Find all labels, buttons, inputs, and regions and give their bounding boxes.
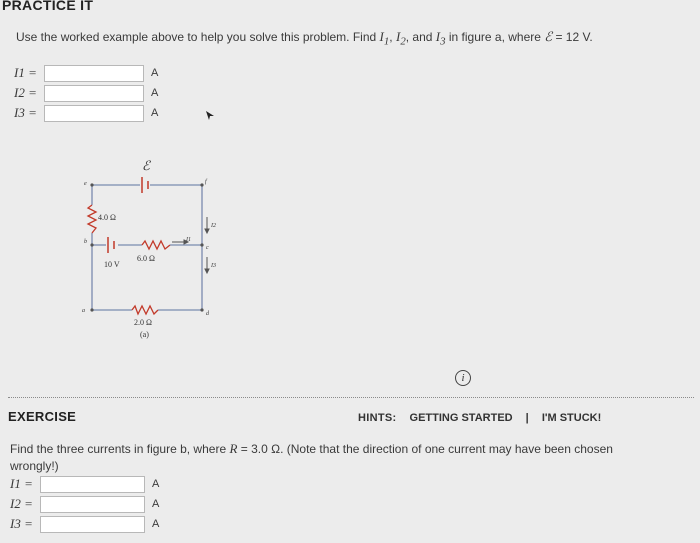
practice-title: PRACTICE IT — [2, 0, 94, 13]
exercise-i3-label: I3 = — [10, 516, 33, 531]
figure-i1-label: I1 — [186, 237, 191, 243]
info-icon[interactable]: i — [455, 370, 471, 386]
figure-node-d: d — [206, 311, 209, 317]
practice-i2-label: I2 = — [14, 85, 37, 100]
figure-node-e: e — [84, 181, 87, 187]
practice-i3-label: I3 = — [14, 105, 37, 120]
figure-node-c: c — [206, 245, 209, 251]
practice-i2-row — [14, 84, 158, 102]
hint-separator: | — [525, 412, 529, 424]
exercise-i2-row — [10, 495, 159, 513]
figure-r3-label: 2.0 Ω — [134, 318, 152, 327]
practice-i3-input[interactable] — [44, 105, 144, 122]
circuit-figure-a — [80, 155, 230, 350]
practice-i1-row — [14, 64, 158, 82]
practice-i3-row — [14, 104, 158, 122]
exercise-i2-unit: A — [152, 498, 160, 510]
exercise-i2-label: I2 = — [10, 496, 33, 511]
practice-i3-unit: A — [151, 107, 159, 119]
practice-i2-unit: A — [151, 87, 159, 99]
figure-i3-label: I3 — [211, 263, 216, 269]
hint-stuck-link[interactable]: I'M STUCK! — [541, 412, 602, 424]
figure-node-f: f — [205, 179, 207, 185]
practice-problem-text: Use the worked example above to help you solve this problem. Find $I_1$, $I_2$, and $I_3$ in figure a, where ℰ = 12 V. — [16, 29, 593, 48]
figure-r2-label: 6.0 Ω — [137, 254, 155, 263]
section-divider — [8, 397, 694, 398]
figure-battery-label: 10 V — [104, 260, 120, 269]
figure-i2-label: I2 — [211, 223, 216, 229]
figure-node-a: a — [82, 308, 85, 314]
exercise-i2-input[interactable] — [40, 496, 145, 513]
exercise-i3-row — [10, 515, 159, 533]
practice-i1-unit: A — [151, 67, 159, 79]
figure-caption: (a) — [140, 330, 149, 339]
practice-i1-label: I1 = — [14, 65, 37, 80]
exercise-i1-unit: A — [152, 478, 160, 490]
exercise-problem-text: Find the three currents in figure b, where R = 3.0 Ω. (Note that the direction of one current may have been chosen wrongly!) — [10, 441, 613, 473]
exercise-i1-row — [10, 475, 159, 493]
exercise-i3-input[interactable] — [40, 516, 145, 533]
r-symbol: R — [229, 441, 238, 456]
exercise-i1-label: I1 = — [10, 476, 33, 491]
mouse-cursor-icon — [204, 110, 216, 122]
practice-i1-input[interactable] — [44, 65, 144, 82]
hints-label: HINTS: — [358, 412, 397, 424]
practice-i2-input[interactable] — [44, 85, 144, 102]
exercise-i3-unit: A — [152, 518, 160, 530]
emf-symbol: ℰ — [544, 29, 553, 44]
hints-bar — [358, 412, 601, 424]
exercise-title: EXERCISE — [8, 409, 77, 424]
figure-emf-label: ℰ — [142, 158, 150, 173]
exercise-i1-input[interactable] — [40, 476, 145, 493]
figure-node-b: b — [84, 239, 87, 245]
hint-getting-started-link[interactable]: GETTING STARTED — [409, 412, 513, 424]
figure-r1-label: 4.0 Ω — [98, 213, 116, 222]
